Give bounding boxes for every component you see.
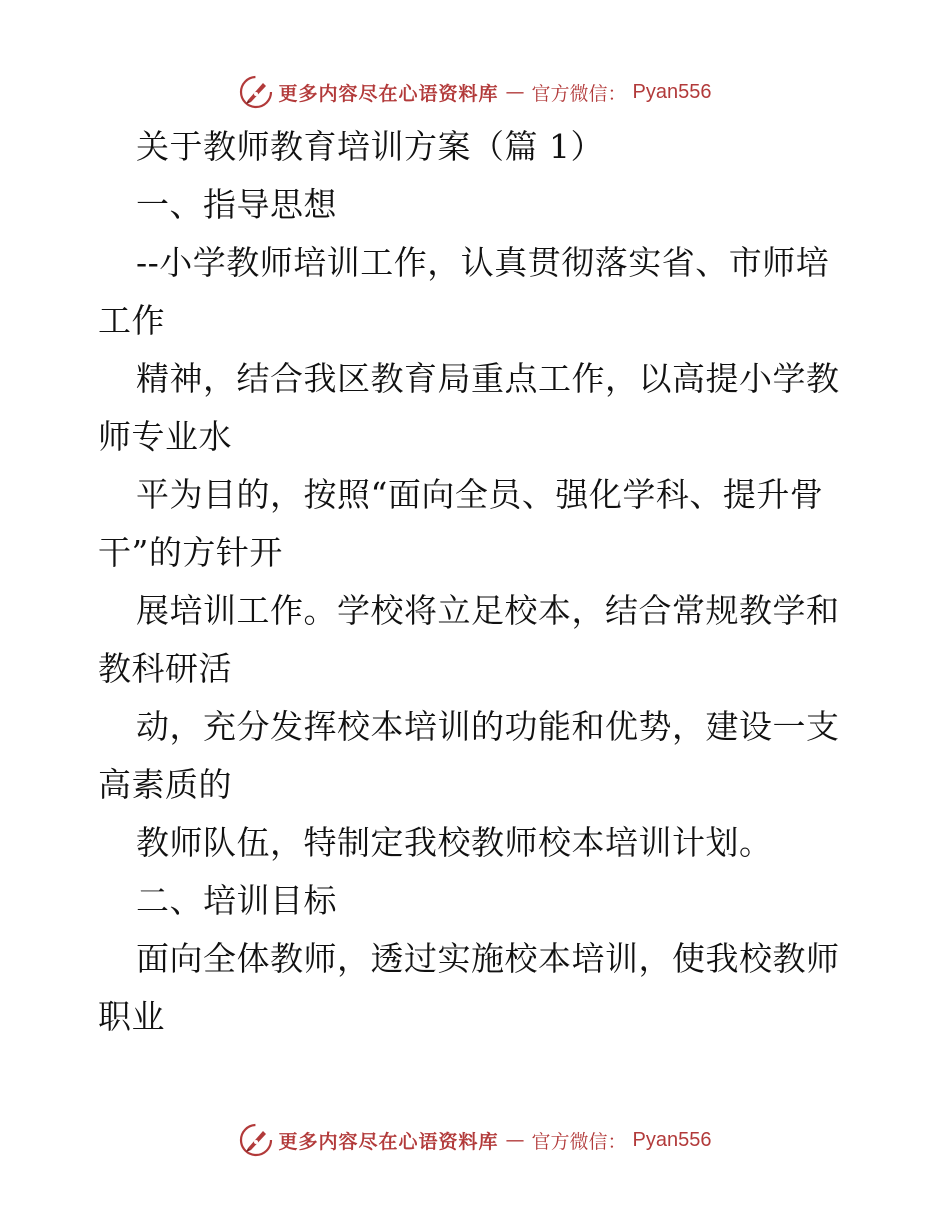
paragraph-line: 干”的方针开: [98, 533, 283, 572]
paragraph-line: 精神，结合我区教育局重点工作，以高提小学教: [136, 359, 840, 398]
paragraph-line: 教科研活: [98, 649, 232, 688]
banner-wechat-label: 官方微信：: [531, 1130, 627, 1153]
document-title: 关于教师教育培训方案（篇 1）: [136, 127, 604, 166]
quill-pen-logo-icon: [239, 1123, 273, 1157]
section-heading-guiding-ideology: 一、指导思想: [136, 185, 337, 224]
paragraph-line: 教师队伍，特制定我校教师校本培训计划。: [136, 823, 773, 862]
banner-separator: —: [505, 81, 525, 103]
banner-wechat-label: 官方微信：: [531, 82, 627, 105]
banner-wechat-id: Pyan556: [632, 80, 712, 103]
paragraph-line: 展培训工作。学校将立足校本，结合常规教学和: [136, 591, 840, 630]
paragraph-line: 面向全体教师，透过实施校本培训，使我校教师: [136, 939, 840, 978]
document-body: [98, 118, 858, 1046]
paragraph-line: 师专业水: [98, 417, 232, 456]
paragraph-line: 动，充分发挥校本培训的功能和优势，建设一支: [136, 707, 840, 746]
footer-banner[interactable]: [0, 1120, 950, 1160]
paragraph-line: 工作: [98, 301, 165, 340]
paragraph-line: 职业: [98, 997, 165, 1036]
quill-pen-logo-icon: [239, 75, 273, 109]
header-banner[interactable]: [0, 72, 950, 112]
banner-main-text: 更多内容尽在心语资料库: [278, 82, 499, 105]
banner-separator: —: [505, 1129, 525, 1151]
paragraph-line: 高素质的: [98, 765, 232, 804]
banner-main-text: 更多内容尽在心语资料库: [278, 1130, 499, 1153]
section-heading-training-goals: 二、培训目标: [136, 881, 337, 920]
paragraph-line: 平为目的，按照“面向全员、强化学科、提升骨: [136, 475, 824, 514]
paragraph-line: --小学教师培训工作，认真贯彻落实省、市师培: [136, 243, 830, 282]
banner-wechat-id: Pyan556: [632, 1128, 712, 1151]
